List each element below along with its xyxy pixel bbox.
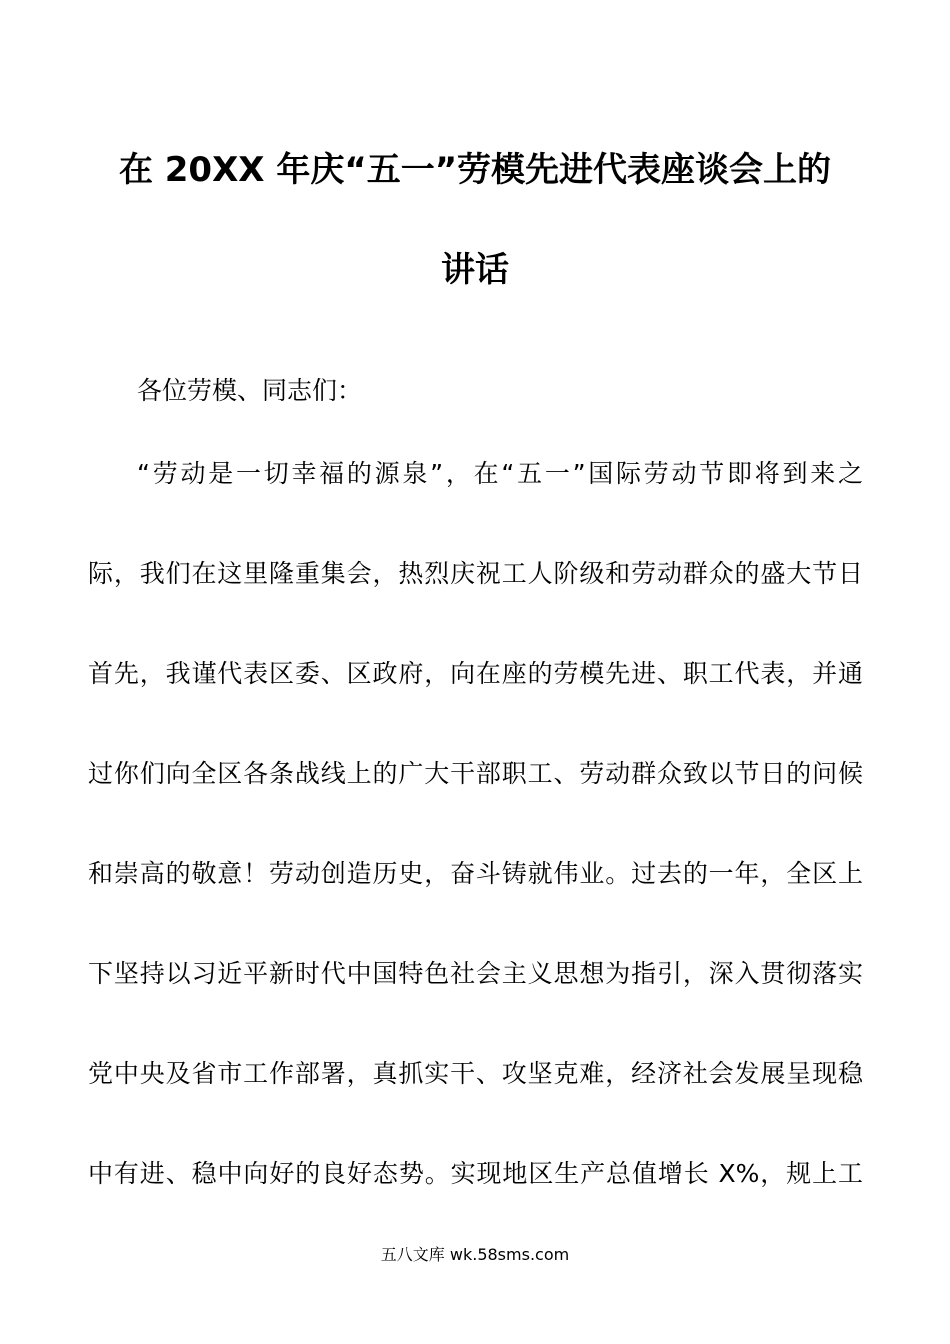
body-line: 中有进、稳中向好的良好态势。实现地区生产总值增长 X%，规上工 (88, 1159, 863, 1188)
footer-watermark: 五八文库 wk.58sms.com (380, 1245, 570, 1264)
body-line: 下坚持以习近平新时代中国特色社会主义思想为指引，深入贯彻落实 (88, 959, 863, 988)
document-title-line-2: 讲话 (441, 250, 509, 290)
body-line: 首先，我谨代表区委、区政府，向在座的劳模先进、职工代表，并通 (88, 659, 863, 688)
body-line: 党中央及省市工作部署，真抓实干、攻坚克难，经济社会发展呈现稳 (88, 1059, 863, 1088)
body-line: 际，我们在这里隆重集会，热烈庆祝工人阶级和劳动群众的盛大节日 (88, 559, 863, 588)
body-line: 过你们向全区各条战线上的广大干部职工、劳动群众致以节日的问候 (88, 759, 863, 788)
document-title-line-1: 在 20XX 年庆“五一”劳模先进代表座谈会上的 (118, 150, 832, 190)
salutation: 各位劳模、同志们： (137, 376, 363, 405)
body-line: “劳动是一切幸福的源泉”，在“五一”国际劳动节即将到来之 (137, 459, 863, 488)
body-line: 和崇高的敬意！劳动创造历史，奋斗铸就伟业。过去的一年，全区上 (88, 859, 863, 888)
